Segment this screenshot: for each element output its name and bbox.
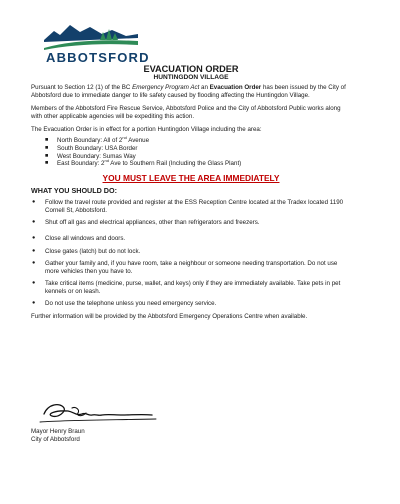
instruction-list xyxy=(31,199,351,308)
boundary-list xyxy=(31,134,351,168)
what-to-do-heading: WHAT YOU SHOULD DO: xyxy=(31,186,117,196)
ordinal-suffix: nd xyxy=(104,158,109,164)
ordinal-suffix: nd xyxy=(122,134,127,140)
instruction-text: Take critical items (medicine, purse, wallet, and keys) only if they are immediately available. Take pets in pet kennels or on leash. xyxy=(45,280,341,295)
instruction-item xyxy=(32,235,351,243)
instruction-item xyxy=(32,280,351,296)
document-body xyxy=(31,64,351,326)
signatory-organization: City of Abbotsford xyxy=(31,436,80,443)
boundary-item xyxy=(45,134,351,145)
boundary-text: West Boundary: Sumas Way xyxy=(57,152,136,160)
bullet-icon: ● xyxy=(32,199,36,206)
leave-immediately-heading: YOU MUST LEAVE THE AREA IMMEDIATELY xyxy=(102,173,280,184)
abbotsford-logo xyxy=(40,14,150,65)
instruction-item xyxy=(32,219,351,227)
act-name: Emergency Program Act xyxy=(132,84,200,91)
bullet-icon: ■ xyxy=(45,137,49,143)
intro-paragraph xyxy=(31,84,351,100)
bullet-icon: ● xyxy=(32,235,36,242)
boundary-item xyxy=(45,144,351,153)
intro-text-3: has been issued by the City of Abbotsford due to immediate danger to life safety caused by flooding affecting the Huntingdon Village. xyxy=(31,84,346,99)
bullet-icon: ● xyxy=(32,259,36,266)
instruction-text: Do not use the telephone unless you need emergency service. xyxy=(45,300,217,308)
document-subtitle: HUNTINGDON VILLAGE xyxy=(153,74,229,81)
mountain-logo-icon xyxy=(40,14,145,54)
instruction-text: Gather your family and, if you have room, take a neighbour or someone needing transportation. Do not use more vehicles then you have to. xyxy=(45,259,338,275)
agencies-paragraph: Members of the Abbotsford Fire Rescue Service, Abbotsford Police and the City of Abbotsford Public works along with other applicable agencies will be expediting this action. xyxy=(31,105,341,120)
instruction-text: Shut off all gas and electrical appliances, other than refrigerators and freezers. xyxy=(45,219,260,227)
document-title: EVACUATION ORDER xyxy=(143,64,239,74)
signature-icon xyxy=(38,398,158,426)
closing-paragraph: Further information will be provided by the Abbotsford Emergency Operations Centre when available. xyxy=(31,313,308,321)
boundary-text: South Boundary: USA Border xyxy=(57,144,138,152)
bullet-icon: ■ xyxy=(45,152,49,159)
intro-text-2: an xyxy=(199,84,210,91)
signatory-block xyxy=(31,428,85,444)
instruction-item xyxy=(32,259,351,276)
bullet-icon: ● xyxy=(32,247,36,254)
bullet-icon: ● xyxy=(32,219,36,226)
boundary-text: East Boundary: 2 xyxy=(57,160,105,168)
instruction-item xyxy=(32,300,351,308)
signatory-name: Mayor Henry Braun xyxy=(31,428,85,435)
bullet-icon: ● xyxy=(32,300,36,307)
instruction-text: Close all windows and doors. xyxy=(45,235,126,243)
area-paragraph: The Evacuation Order is in effect for a portion Huntingdon Village including the area: xyxy=(31,126,262,133)
boundary-text: Ave to Southern Rail (Including the Glass Plant) xyxy=(108,160,242,168)
logo-wordmark: ABBOTSFORD xyxy=(46,50,150,65)
instruction-text: Close gates (latch) but do not lock. xyxy=(45,247,141,255)
instruction-text: Follow the travel route provided and register at the ESS Reception Centre located at the Tradex located 1190 Cornell St, Abbotsford. xyxy=(45,199,344,214)
boundary-text: Avenue xyxy=(126,137,150,144)
instruction-item xyxy=(32,199,351,215)
instruction-item xyxy=(32,247,351,256)
intro-text-1: Pursuant to Section 12 (1) of the BC xyxy=(31,84,133,91)
boundary-item xyxy=(45,158,351,168)
bullet-icon: ● xyxy=(32,280,36,287)
order-term: Evacuation Order xyxy=(209,84,262,91)
bullet-icon: ■ xyxy=(45,144,49,151)
bullet-icon: ■ xyxy=(45,160,49,167)
boundary-text: North Boundary: All of 2 xyxy=(57,137,123,144)
